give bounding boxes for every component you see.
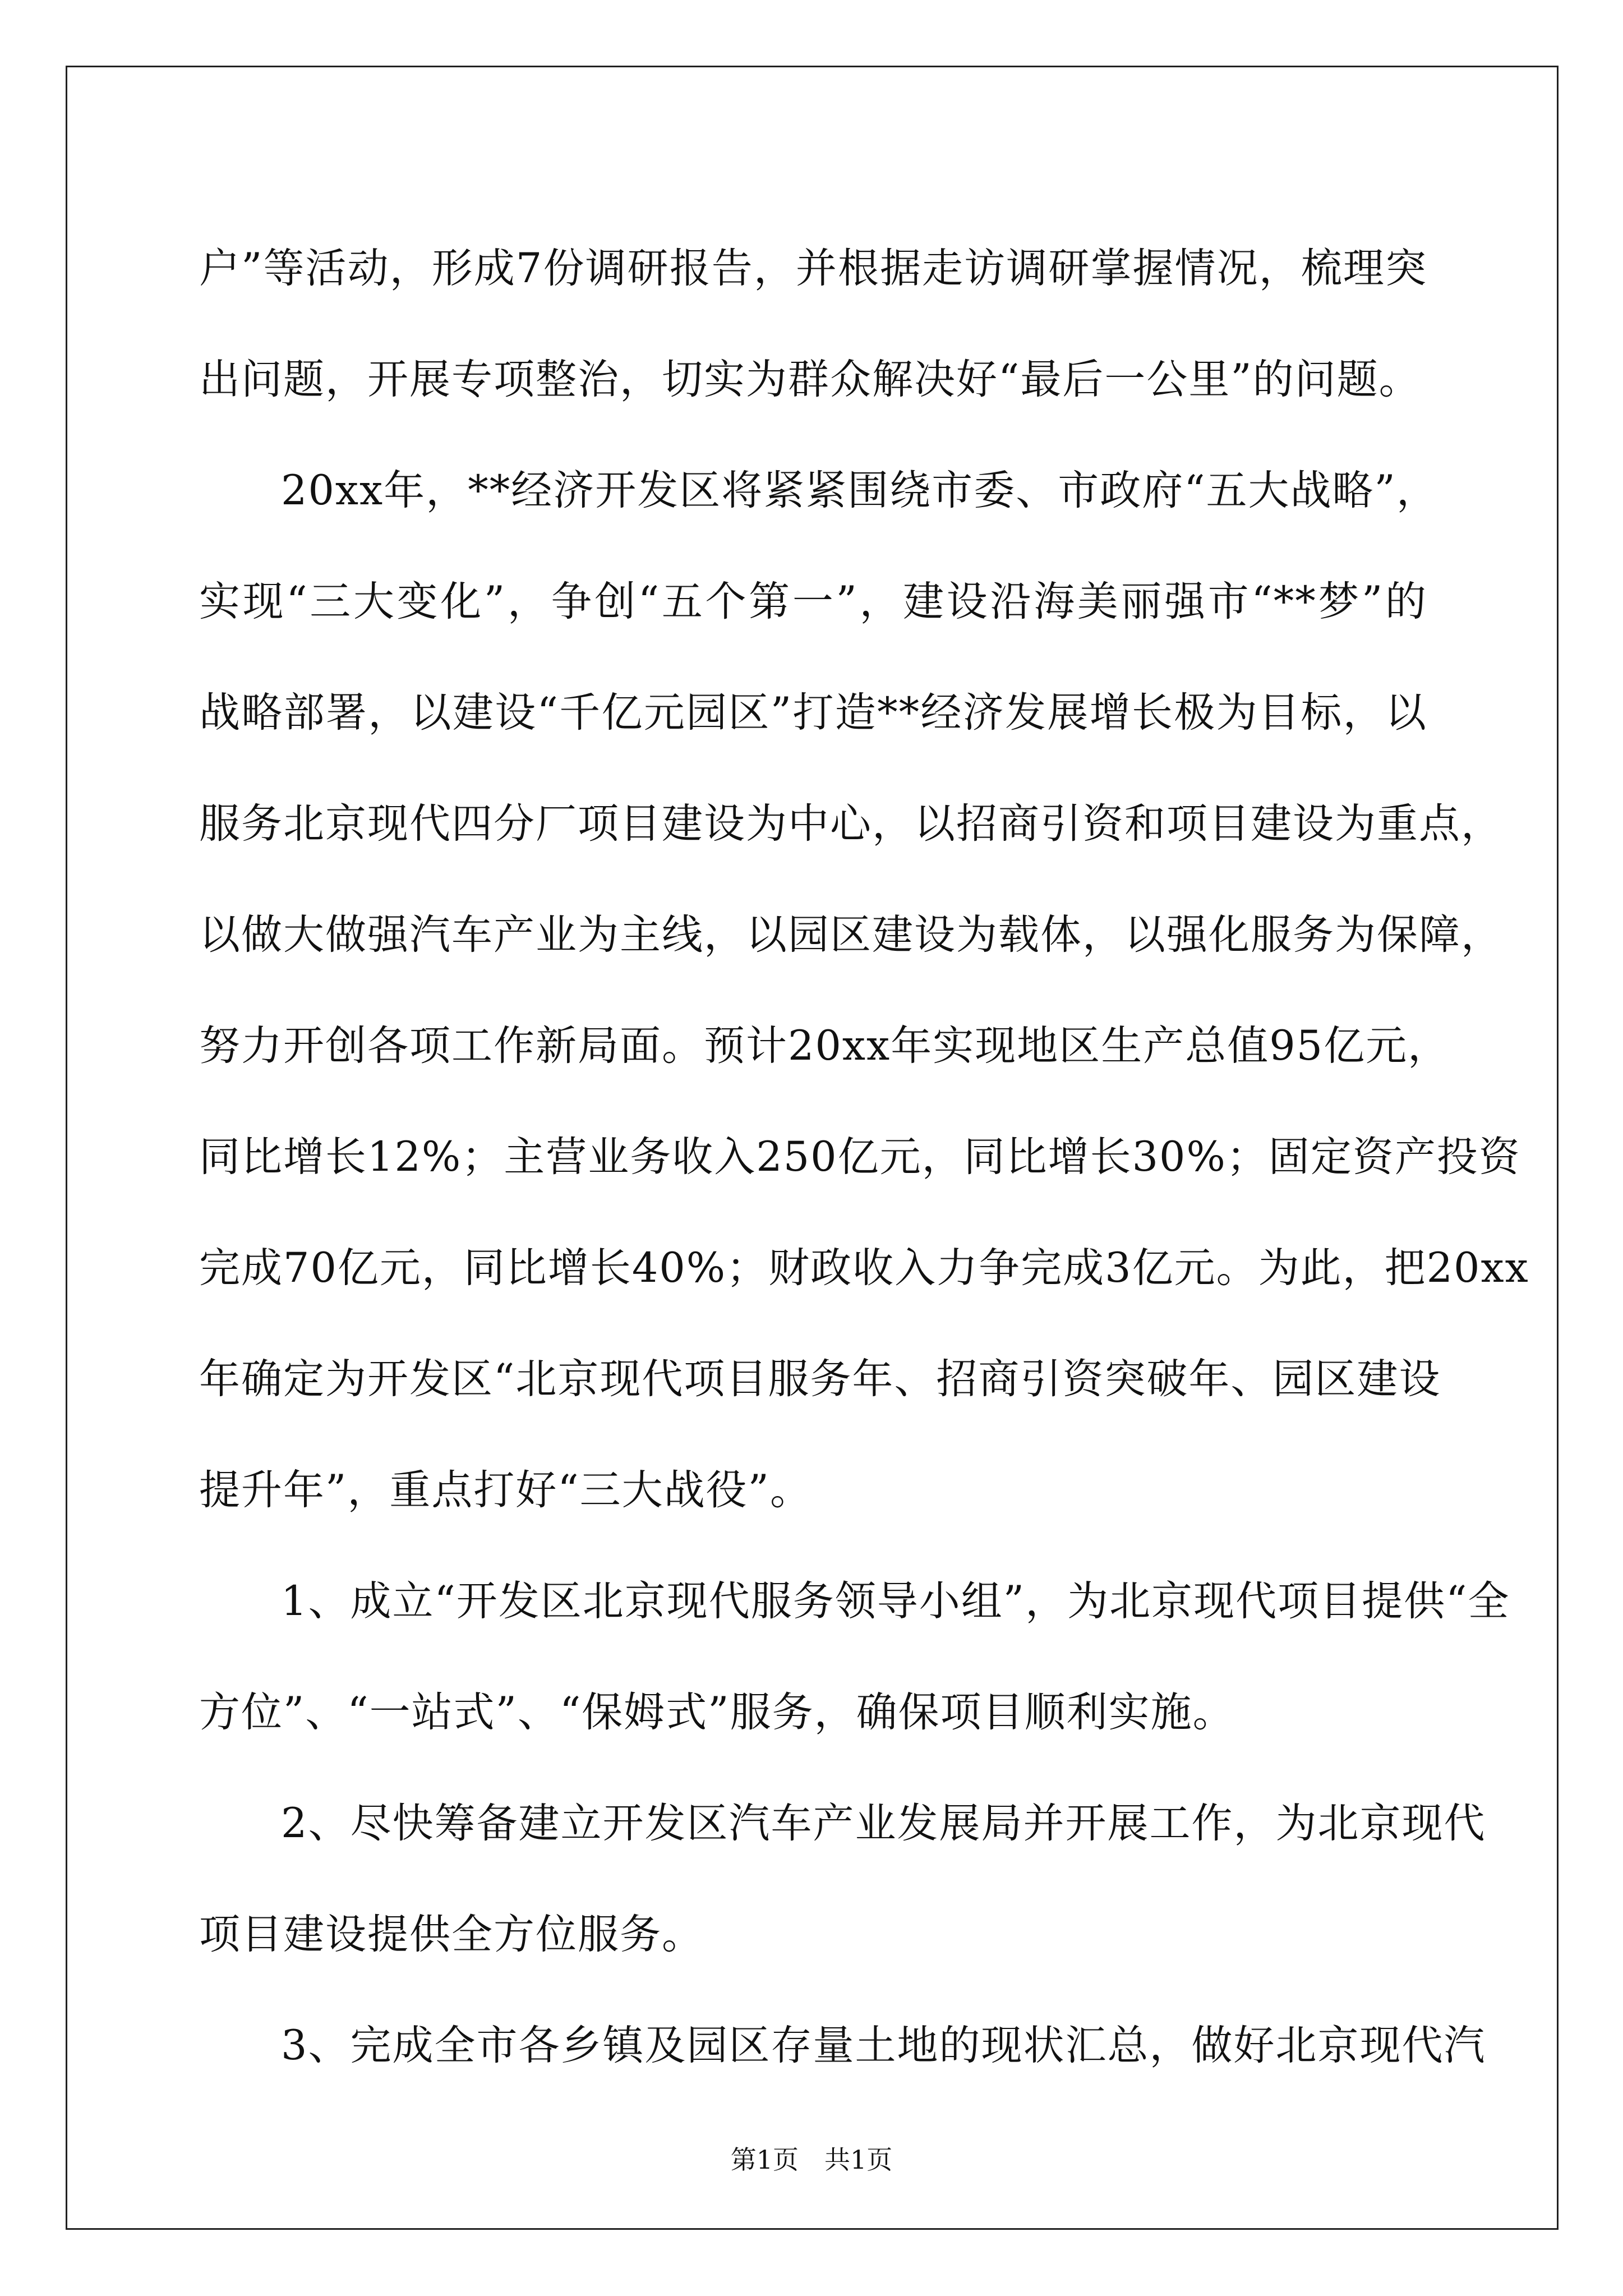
- text-line: 户”等活动，形成7份调研报告，并根据走访调研掌握情况，梳理突: [199, 245, 1427, 292]
- text-line: 20xx年，**经济开发区将紧紧围绕市委、市政府“五大战略”，: [281, 467, 1438, 514]
- text-line: 方位”、“一站式”、“保姆式”服务，确保项目顺利实施。: [199, 1688, 1235, 1736]
- text-line: 年确定为开发区“北京现代项目服务年、招商引资突破年、园区建设: [199, 1355, 1441, 1403]
- page-total: 共1页: [824, 2145, 893, 2175]
- text-line: 实现“三大变化”，争创“五个第一”，建设沿海美丽强市“**梦”的: [199, 578, 1427, 625]
- text-line: 3、完成全市各乡镇及园区存量土地的现状汇总，做好北京现代汽: [281, 2022, 1486, 2069]
- text-line: 服务北京现代四分厂项目建设为中心，以招商引资和项目建设为重点，: [199, 800, 1503, 848]
- document-body: [199, 213, 1529, 2101]
- text-line: 1、成立“开发区北京现代服务领导小组”，为北京现代项目提供“全: [281, 1577, 1510, 1625]
- text-line: 项目建设提供全方位服务。: [199, 1911, 704, 1958]
- text-line: 战略部署，以建设“千亿元园区”打造**经济发展增长极为目标，以: [199, 689, 1427, 737]
- text-line: 完成70亿元，同比增长40%；财政收入力争完成3亿元。为此，把20xx: [199, 1244, 1529, 1292]
- text-line: 2、尽快筹备建立开发区汽车产业发展局并开展工作，为北京现代: [281, 1800, 1486, 1847]
- page-number: 第1页: [730, 2145, 799, 2175]
- text-line: 以做大做强汽车产业为主线，以园区建设为载体，以强化服务为保障，: [199, 911, 1503, 959]
- text-line: 出问题，开展专项整治，切实为群众解决好“最后一公里”的问题。: [199, 356, 1421, 403]
- text-line: 提升年”，重点打好“三大战役”。: [199, 1466, 812, 1514]
- page-footer: [0, 2143, 1623, 2177]
- text-line: 同比增长12%；主营业务收入250亿元，同比增长30%；固定资产投资: [199, 1133, 1521, 1181]
- text-line: 努力开创各项工作新局面。预计20xx年实现地区生产总值95亿元，: [199, 1022, 1450, 1070]
